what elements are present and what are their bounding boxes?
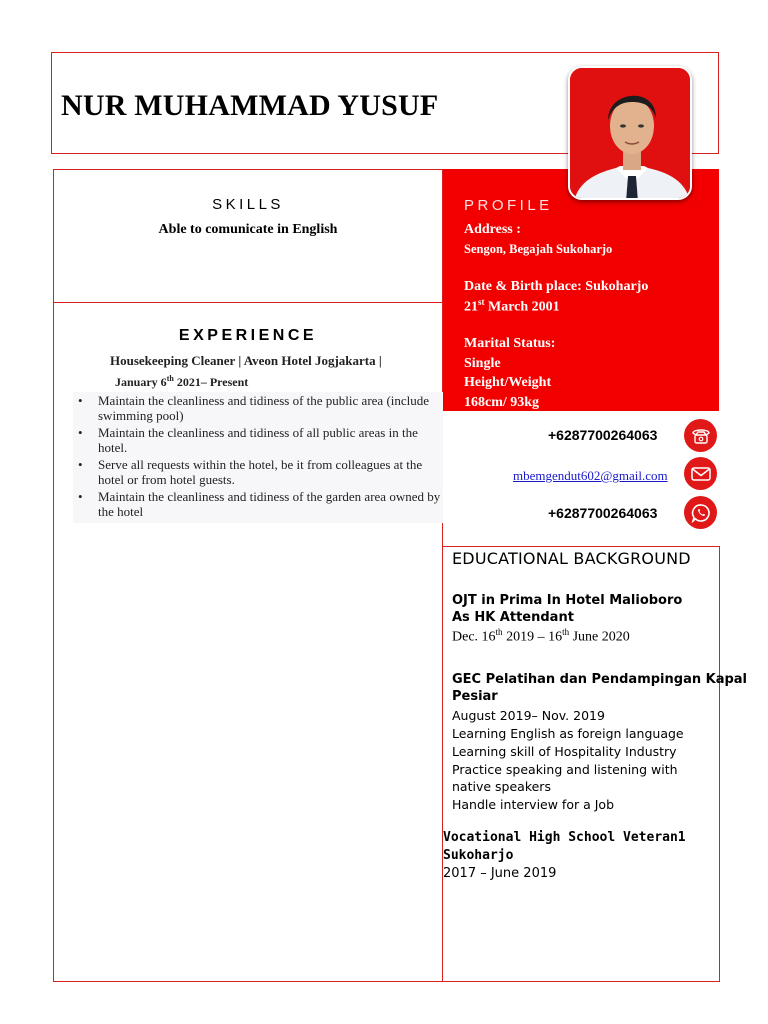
email-link[interactable]: mbemgendut602@gmail.com bbox=[513, 468, 668, 483]
experience-duties-list bbox=[73, 392, 443, 523]
education-2-line1: GEC Pelatihan dan Pendampingan Kapal bbox=[452, 672, 748, 687]
candidate-name: NUR MUHAMMAD YUSUF bbox=[61, 89, 439, 122]
left-column-frame bbox=[53, 169, 443, 982]
address-label: Address : bbox=[464, 222, 521, 237]
list-item: • Maintain the cleanliness and tidiness of all public areas in the hotel. bbox=[73, 425, 443, 455]
experience-role: Housekeeping Cleaner | Aveon Hotel Jogjakarta | bbox=[110, 353, 382, 368]
education-3-line1: Vocational High School Veteran1 bbox=[443, 830, 686, 845]
profile-panel bbox=[443, 169, 719, 411]
experience-date: January 6th 2021– Present bbox=[115, 374, 249, 389]
profile-title: PROFILE bbox=[464, 197, 553, 214]
education-2-detail: native speakers bbox=[452, 779, 551, 794]
education-2-detail: Learning skill of Hospitality Industry bbox=[452, 744, 677, 759]
marital-label: Marital Status: bbox=[464, 336, 556, 351]
education-1-line2: As HK Attendant bbox=[452, 610, 574, 625]
experience-title: EXPERIENCE bbox=[178, 327, 318, 344]
mail-icon bbox=[684, 457, 717, 490]
education-2-line2: Pesiar bbox=[452, 689, 498, 704]
education-3-date: 2017 – June 2019 bbox=[443, 866, 557, 881]
profile-photo bbox=[568, 66, 692, 200]
education-2-detail: Learning English as foreign language bbox=[452, 726, 684, 741]
marital-value: Single bbox=[464, 356, 501, 371]
education-2-detail: Practice speaking and listening with bbox=[452, 762, 678, 777]
education-title: EDUCATIONAL BACKGROUND bbox=[452, 549, 691, 568]
birth-label: Date & Birth place: Sukoharjo bbox=[464, 279, 649, 294]
education-3-line2: Sukoharjo bbox=[443, 848, 514, 863]
education-2-detail: August 2019– Nov. 2019 bbox=[452, 708, 605, 723]
skills-divider bbox=[53, 302, 443, 303]
whatsapp-icon bbox=[684, 496, 717, 529]
education-1-line1: OJT in Prima In Hotel Malioboro bbox=[452, 593, 683, 608]
height-weight-label: Height/Weight bbox=[464, 375, 552, 390]
list-item: • Maintain the cleanliness and tidiness of the garden area owned by the hotel bbox=[73, 489, 443, 519]
phone-number: +6287700264063 bbox=[548, 427, 658, 443]
list-item: • Serve all requests within the hotel, be it from colleagues at the hotel or from hotel guests. bbox=[73, 457, 443, 487]
height-weight-value: 168cm/ 93kg bbox=[464, 395, 540, 410]
whatsapp-number: +6287700264063 bbox=[548, 505, 658, 521]
skills-title: SKILLS bbox=[212, 196, 284, 213]
education-2-detail: Handle interview for a Job bbox=[452, 797, 614, 812]
education-1-date: Dec. 16th 2019 – 16th June 2020 bbox=[452, 627, 630, 645]
birth-date: 21st March 2001 bbox=[464, 297, 560, 315]
list-item: • Maintain the cleanliness and tidiness of the public area (include swimming pool) bbox=[73, 393, 443, 423]
person-portrait-icon bbox=[570, 68, 692, 200]
skills-text: Able to comunicate in English bbox=[158, 222, 338, 237]
address-value: Sengon, Begajah Sukoharjo bbox=[464, 242, 613, 256]
phone-icon bbox=[684, 419, 717, 452]
